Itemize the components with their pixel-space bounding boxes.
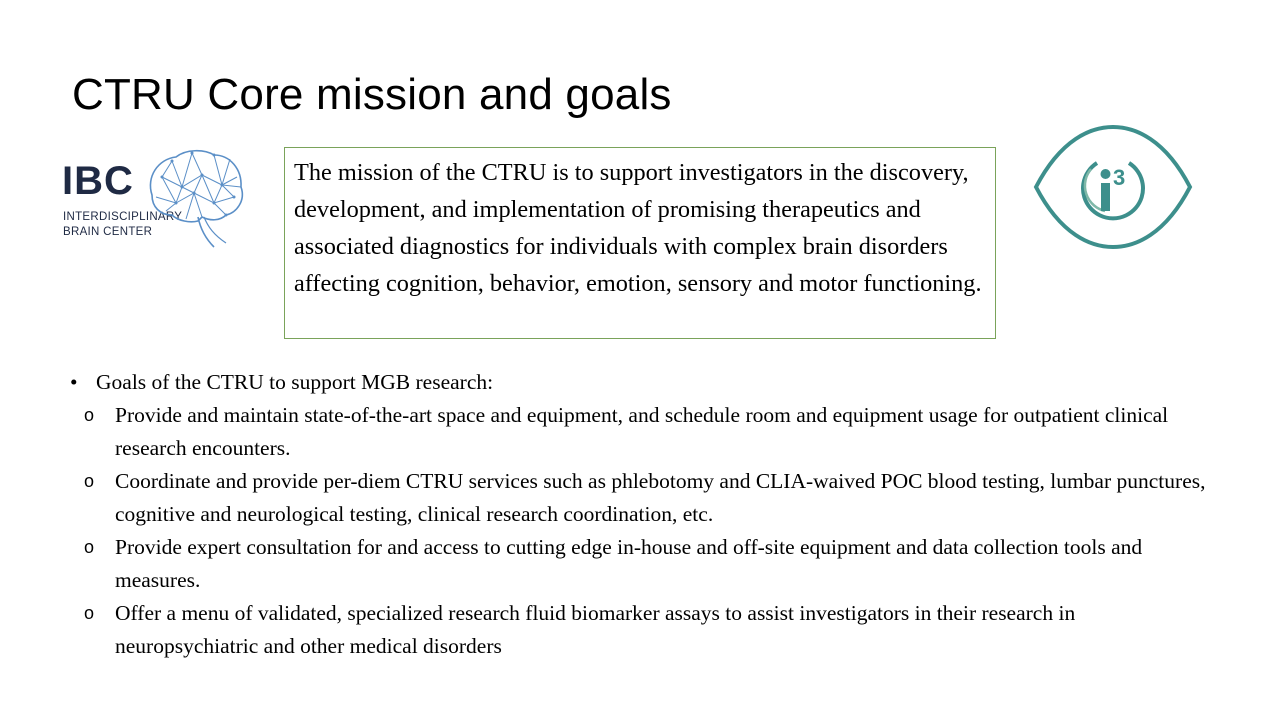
sub-bullet-marker: o [84,405,95,425]
eye-icon [1033,125,1193,249]
goals-heading-item [70,366,1220,399]
ibc-logo [60,145,250,255]
svg-text:3: 3 [1113,165,1126,190]
ibc-logo-line2: BRAIN CENTER [63,226,153,238]
bullet-marker: • [70,370,78,394]
sub-bullet-marker: o [84,471,95,491]
goal-text: Offer a menu of validated, specialized research fluid biomarker assays to assist investigators in their research in neuropsychiatric and other medical disorders [115,601,1076,658]
goals-heading: Goals of the CTRU to support MGB research: [96,370,494,394]
ibc-logo-letters: IBC [62,159,134,203]
sub-bullet-marker: o [84,537,95,557]
brain-icon [142,147,247,249]
goal-item [70,399,1220,465]
goal-text: Provide and maintain state-of-the-art space and equipment, and schedule room and equipment usage for outpatient clinical research encounters. [115,403,1169,460]
goals-section [70,366,1220,663]
mission-statement-box [284,147,996,339]
slide-title: CTRU Core mission and goals [72,70,672,119]
mission-statement: The mission of the CTRU is to support investigators in the discovery, development, and implementation of promising therapeutics and associated diagnostics for individuals with complex brain disorders affecting cognition, behavior, emotion, sensory and motor functioning. [294,159,982,297]
ibc-logo-line1: INTERDISCIPLINARY [63,211,183,223]
i3-logo [1033,125,1193,249]
goal-text: Coordinate and provide per-diem CTRU services such as phlebotomy and CLIA-waived POC blood testing, lumbar punctures, cognitive and neurological testing, clinical research coordination, etc. [115,469,1206,526]
goals-list [70,399,1220,663]
goal-item [70,465,1220,531]
goal-item [70,597,1220,663]
goal-text: Provide expert consultation for and access to cutting edge in-house and off-site equipment and data collection tools and measures. [115,535,1143,592]
sub-bullet-marker: o [84,603,95,623]
goal-item [70,531,1220,597]
